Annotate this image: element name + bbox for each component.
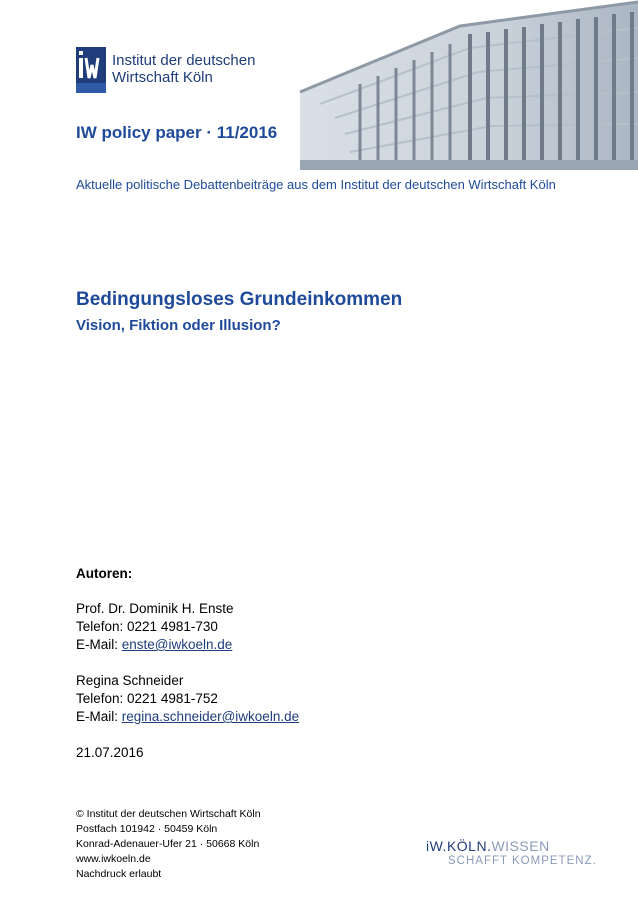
- author1-email-row: [76, 637, 232, 652]
- document-title: Bedingungsloses Grundeinkommen: [76, 289, 403, 310]
- author2-email-link[interactable]: regina.schneider@iwkoeln.de: [121, 709, 300, 724]
- publication-date: 21.07.2016: [76, 745, 144, 760]
- brand-slogan: SCHAFFT KOMPETENZ.: [448, 855, 597, 867]
- author1-phone: Telefon: 0221 4981-730: [76, 619, 218, 634]
- author1-email-link[interactable]: enste@iwkoeln.de: [121, 637, 233, 652]
- author2-phone: Telefon: 0221 4981-752: [76, 691, 218, 706]
- footer-copyright: © Institut der deutschen Wirtschaft Köln: [76, 808, 261, 820]
- tagline: Aktuelle politische Debattenbeiträge aus dem Institut der deutschen Wirtschaft Köln: [76, 177, 556, 192]
- series-title: IW policy paper · 11/2016: [76, 123, 278, 142]
- footer-address: Konrad-Adenauer-Ufer 21 · 50668 Köln: [76, 838, 260, 850]
- document-subtitle: Vision, Fiktion oder Illusion?: [76, 317, 281, 334]
- author1-email-label: E-Mail:: [76, 637, 119, 652]
- authors-heading: Autoren:: [76, 566, 133, 581]
- author2-email-label: E-Mail:: [76, 709, 119, 724]
- brand-wissen: WISSEN: [491, 838, 550, 854]
- author1-name: Prof. Dr. Dominik H. Enste: [76, 601, 234, 616]
- logo-text-line1: Institut der deutschen: [112, 52, 256, 69]
- brand-logo-text: [426, 838, 550, 854]
- brand-name: iW.KÖLN.: [426, 838, 492, 854]
- footer-website[interactable]: www.iwkoeln.de: [76, 853, 151, 865]
- author2-email-row: [76, 709, 299, 724]
- footer-postfach: Postfach 101942 · 50459 Köln: [76, 823, 218, 835]
- footer-reprint-note: Nachdruck erlaubt: [76, 868, 162, 880]
- logo-text-line2: Wirtschaft Köln: [112, 69, 213, 86]
- author2-name: Regina Schneider: [76, 673, 184, 688]
- iw-logo-icon: [76, 47, 106, 93]
